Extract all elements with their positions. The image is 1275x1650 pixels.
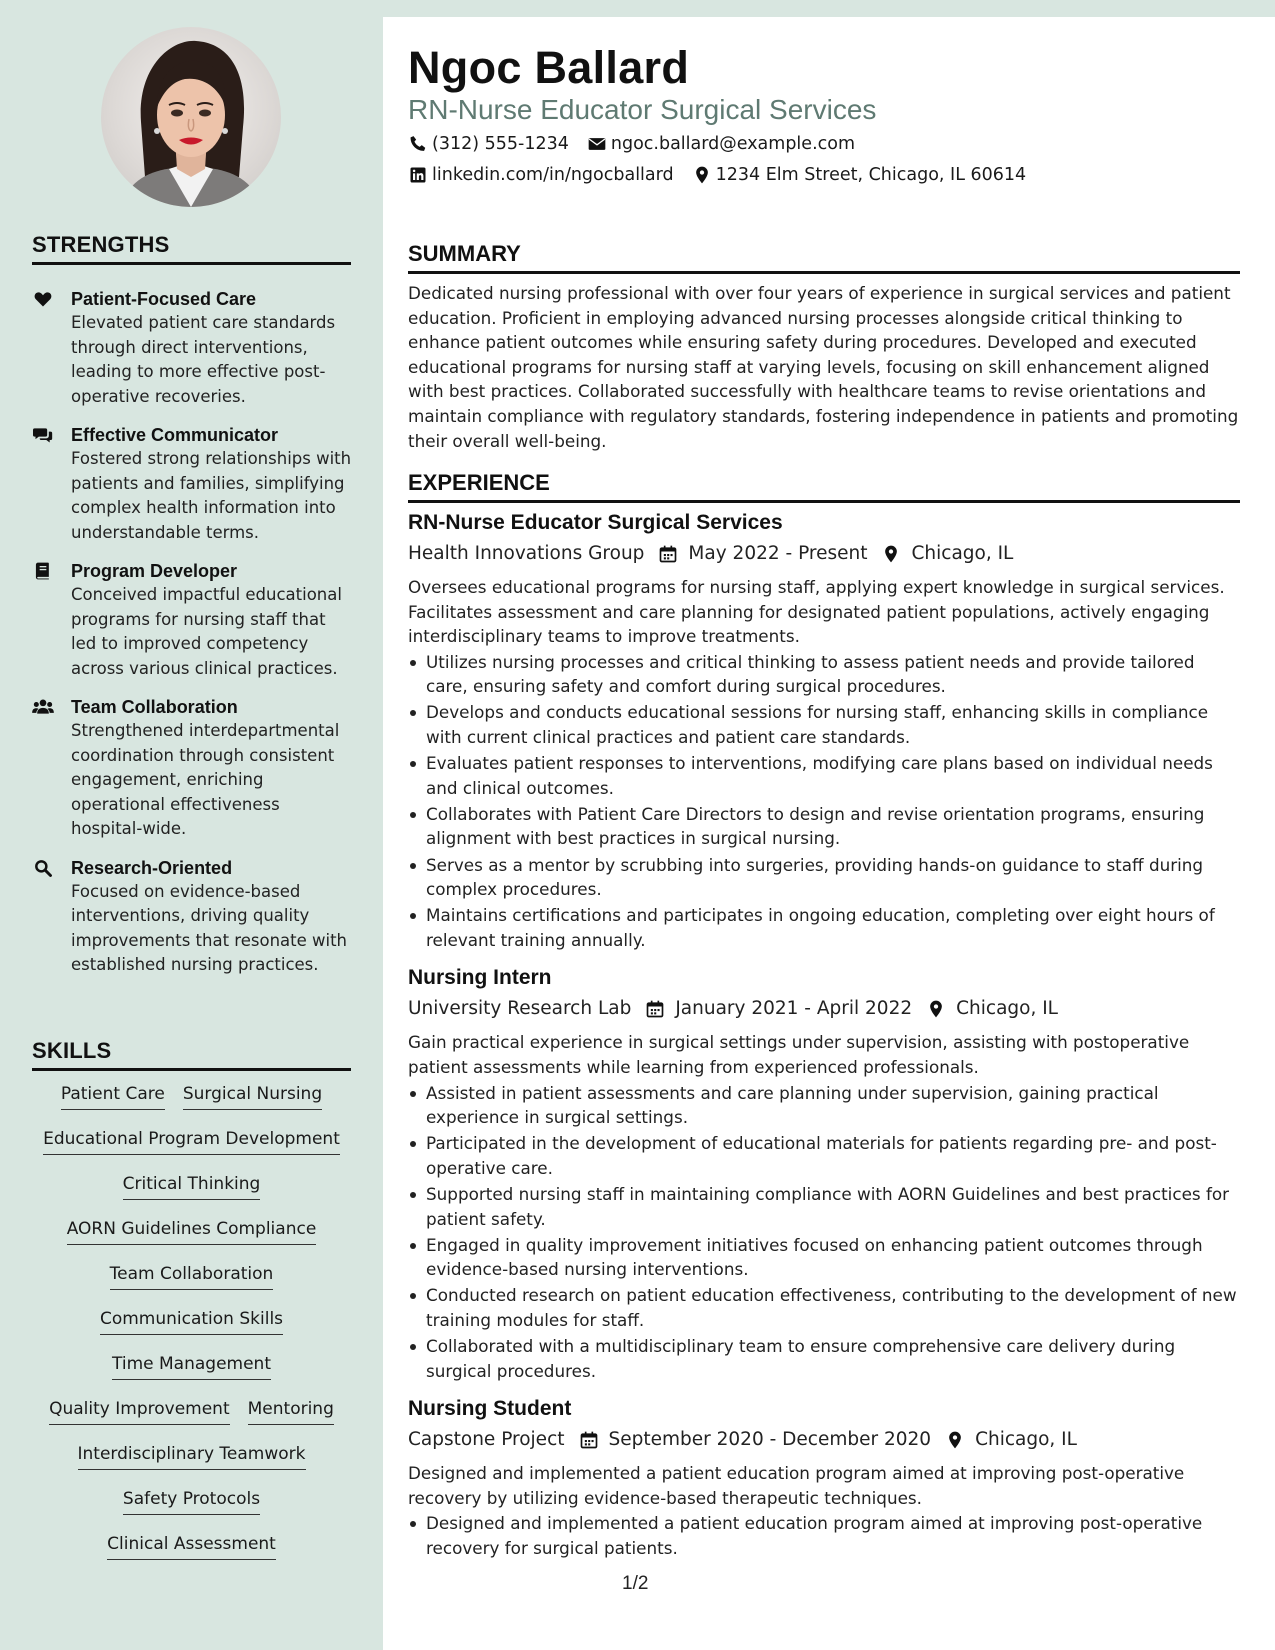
- job-dates: May 2022 - Present: [688, 543, 868, 564]
- phone-contact: [408, 134, 569, 154]
- strength-item: [32, 423, 352, 545]
- job-entry: [408, 964, 1240, 1383]
- candidate-name: Ngoc Ballard: [408, 42, 690, 93]
- job-entry: [408, 509, 1240, 952]
- address-contact: [692, 165, 1027, 185]
- strength-title: Patient-Focused Care: [71, 289, 257, 309]
- skill-tag: Educational Program Development: [43, 1127, 340, 1155]
- address-text: 1234 Elm Street, Chicago, IL 60614: [715, 165, 1027, 185]
- job-title: RN-Nurse Educator Surgical Services: [408, 511, 783, 534]
- skills-list: [32, 1082, 351, 1577]
- job-org: Capstone Project: [408, 1429, 565, 1451]
- page-number: 1/2: [622, 1573, 649, 1594]
- job-description: Designed and implemented a patient education program aimed at improving post-operative recovery by utilizing evidence-based therapeutic techniques.: [408, 1463, 1185, 1508]
- skill-tag: Time Management: [112, 1352, 271, 1380]
- skill-tag: Patient Care: [61, 1082, 165, 1110]
- job-meta: [408, 1423, 1240, 1457]
- job-description: Gain practical experience in surgical settings under supervision, assisting with postoperative patient assessments while learning from experienced professionals.: [408, 1032, 1190, 1077]
- strength-title: Program Developer: [71, 561, 238, 581]
- job-location: Chicago, IL: [975, 1429, 1077, 1451]
- strength-item: [32, 695, 352, 842]
- job-dates: January 2021 - April 2022: [675, 998, 913, 1020]
- skill-tag: Surgical Nursing: [183, 1082, 322, 1110]
- job-bullet: Utilizes nursing processes and critical thinking to assess patient needs and provide tailored care, ensuring safety and comfort during surgical procedures.: [408, 650, 1240, 699]
- job-bullet: Collaborates with Patient Care Directors to design and revise orientation programs, ensuring alignment with best practices in surgical nursing.: [408, 802, 1240, 851]
- skill-tag: Communication Skills: [100, 1307, 283, 1335]
- skill-tag: Mentoring: [248, 1397, 334, 1425]
- experience-list: [408, 509, 1240, 1573]
- avatar: [101, 27, 281, 207]
- job-bullets: [408, 650, 1240, 953]
- job-title: Nursing Intern: [408, 966, 552, 990]
- skill-tag: Critical Thinking: [123, 1172, 261, 1200]
- location-pin-icon: [926, 999, 946, 1019]
- contact-row-2: [408, 165, 1026, 185]
- job-bullet: Develops and conducts educational sessions for nursing staff, enhancing skills in compliance with current clinical practices and patient care standards.: [408, 700, 1240, 749]
- strength-desc: Conceived impactful educational programs for nursing staff that led to improved competency across various clinical practices.: [71, 585, 342, 678]
- envelope-icon: [587, 134, 607, 154]
- job-org: Health Innovations Group: [408, 543, 645, 564]
- strength-item: [32, 287, 352, 409]
- linkedin-contact[interactable]: [408, 165, 674, 185]
- job-meta: [408, 992, 1240, 1026]
- job-org: University Research Lab: [408, 998, 632, 1020]
- strength-desc: Focused on evidence-based interventions, driving quality improvements that resonate with established nursing practices.: [71, 881, 348, 974]
- location-pin-icon: [945, 1430, 965, 1450]
- heart-icon: [32, 289, 54, 309]
- job-entry: [408, 1395, 1240, 1560]
- job-bullet: Serves as a mentor by scrubbing into surgeries, providing hands-on guidance to staff during complex procedures.: [408, 853, 1240, 902]
- chat-icon: [32, 425, 54, 445]
- job-title: Nursing Student: [408, 1397, 572, 1421]
- location-pin-icon: [692, 165, 712, 185]
- job-description: Oversees educational programs for nursing staff, applying expert knowledge in surgical services. Facilitates assessment and care planning for designated patient populations, actively engaging interdisciplinary teams to improve treatments.: [408, 577, 1225, 647]
- linkedin-icon: [408, 165, 428, 185]
- skill-tag: Team Collaboration: [110, 1262, 274, 1290]
- strength-item: [32, 856, 352, 978]
- strengths-list: [32, 287, 352, 992]
- skill-tag: Interdisciplinary Teamwork: [78, 1442, 306, 1470]
- strength-desc: Fostered strong relationships with patients and families, simplifying complex health information into understandable terms.: [71, 449, 352, 542]
- skill-tag: AORN Guidelines Compliance: [67, 1217, 317, 1245]
- email-text[interactable]: ngoc.ballard@example.com: [610, 134, 856, 154]
- job-meta: [408, 537, 1240, 571]
- job-location: Chicago, IL: [911, 543, 1014, 564]
- job-bullet: Conducted research on patient education effectiveness, contributing to the development of new training modules for staff.: [408, 1283, 1240, 1332]
- skills-heading: SKILLS: [32, 1038, 351, 1071]
- job-bullet: Supported nursing staff in maintaining compliance with AORN Guidelines and best practices for patient safety.: [408, 1182, 1240, 1231]
- job-bullets: [408, 1081, 1240, 1384]
- contact-row: [408, 134, 855, 154]
- search-icon: [32, 858, 54, 878]
- job-location: Chicago, IL: [956, 998, 1058, 1020]
- job-bullets: [408, 1511, 1240, 1560]
- location-pin-icon: [881, 544, 901, 564]
- job-bullet: Engaged in quality improvement initiatives focused on enhancing patient outcomes through evidence-based nursing interventions.: [408, 1233, 1240, 1282]
- phone-text: (312) 555-1234: [432, 134, 569, 154]
- skill-tag: Clinical Assessment: [107, 1532, 276, 1560]
- calendar-icon: [645, 999, 665, 1019]
- strength-desc: Elevated patient care standards through direct interventions, leading to more effective post-operative recoveries.: [71, 313, 336, 406]
- strength-title: Effective Communicator: [71, 425, 279, 445]
- experience-heading: EXPERIENCE: [408, 470, 1240, 503]
- summary-text: Dedicated nursing professional with over four years of experience in surgical services and patient education. Proficient in employing advanced nursing processes alongside critical thinking to enhance patient outcomes while ensuring safety during procedures. Developed and executed educational programs for nursing staff at varying levels, focusing on skill enhancement aligned with best practices. Collaborated successfully with healthcare teams to revise orientations and maintain compliance with regulatory standards, fostering independence in patients and promoting their overall well-being.: [408, 283, 1239, 451]
- skill-tag: Safety Protocols: [123, 1487, 260, 1515]
- portrait-image: [101, 27, 281, 207]
- linkedin-text[interactable]: linkedin.com/in/ngocballard: [432, 165, 674, 185]
- strength-title: Team Collaboration: [71, 697, 238, 717]
- phone-icon: [408, 134, 428, 154]
- strength-desc: Strengthened interdepartmental coordination through consistent engagement, enriching operational effectiveness hospital-wide.: [71, 721, 340, 838]
- email-contact[interactable]: [587, 134, 855, 154]
- candidate-role: RN-Nurse Educator Surgical Services: [408, 94, 877, 125]
- strength-title: Research-Oriented: [71, 857, 233, 878]
- skill-tag: Quality Improvement: [49, 1397, 230, 1425]
- strengths-heading: STRENGTHS: [32, 232, 351, 265]
- job-dates: September 2020 - December 2020: [608, 1429, 932, 1451]
- strength-item: [32, 559, 352, 681]
- job-bullet: Assisted in patient assessments and care planning under supervision, gaining practical experience in surgical settings.: [408, 1081, 1240, 1130]
- calendar-icon: [658, 544, 678, 564]
- users-icon: [32, 697, 54, 717]
- job-bullet: Maintains certifications and participates in ongoing education, completing over eight hours of relevant training annually.: [408, 903, 1240, 952]
- summary-heading: SUMMARY: [408, 241, 1240, 274]
- calendar-icon: [579, 1430, 599, 1450]
- book-icon: [32, 561, 54, 581]
- job-bullet: Evaluates patient responses to interventions, modifying care plans based on individual needs and clinical outcomes.: [408, 751, 1240, 800]
- job-bullet: Collaborated with a multidisciplinary team to ensure comprehensive care delivery during surgical procedures.: [408, 1334, 1240, 1383]
- job-bullet: Participated in the development of educational materials for patients regarding pre- and post-operative care.: [408, 1131, 1240, 1180]
- job-bullet: Designed and implemented a patient education program aimed at improving post-operative recovery for surgical patients.: [408, 1511, 1240, 1560]
